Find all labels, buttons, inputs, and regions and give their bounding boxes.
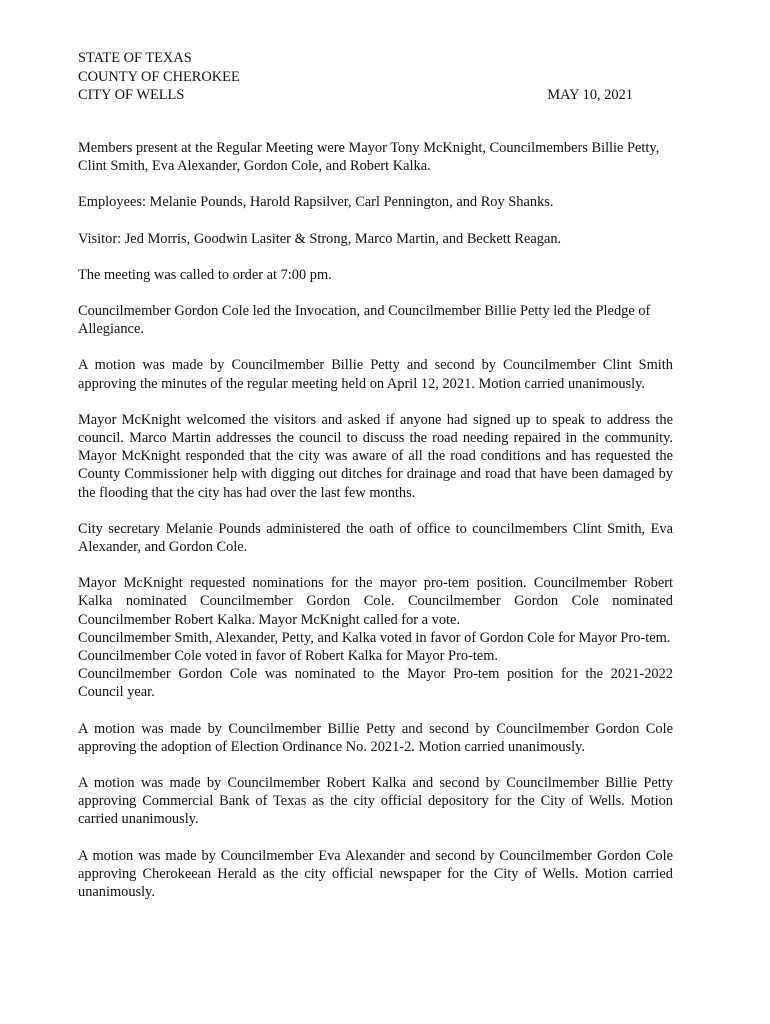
- invocation-paragraph: Councilmember Gordon Cole led the Invocation, and Councilmember Billie Petty led the Pledge of Allegiance.: [78, 303, 651, 338]
- visitors-welcome-paragraph: Mayor McKnight welcomed the visitors and asked if anyone had signed up to speak to address the council. Marco Martin addresses the council to discuss the road needing repaired in the community. Mayor McKnight responded that the city was aware of all the road conditions and has requested the County Commissioner help with digging out ditches for drainage and road that have been damaged by the flooding that the city has had over the last few months.: [78, 411, 673, 501]
- election-ordinance-paragraph: A motion was made by Councilmember Billie Petty and second by Councilmember Gordon Cole approving the adoption of Election Ordinance No. 2021-2. Motion carried unanimously.: [78, 720, 673, 755]
- county-line: COUNTY OF CHEROKEE: [78, 68, 240, 85]
- newspaper-paragraph: A motion was made by Councilmember Eva Alexander and second by Councilmember Gordon Cole approving Cherokeean Herald as the city official newspaper for the City of Wells. Motion carried unanimously.: [78, 847, 673, 901]
- minutes-motion-paragraph: A motion was made by Councilmember Billie Petty and second by Councilmember Clint Smith approving the minutes of the regular meeting held on April 12, 2021. Motion carried unanimously.: [78, 357, 673, 392]
- pro-tem-vote-cole: Councilmember Smith, Alexander, Petty, and Kalka voted in favor of Gordon Cole for Mayor Pro-tem.: [78, 629, 671, 646]
- meeting-date: MAY 10, 2021: [547, 87, 633, 103]
- minutes-body: [78, 139, 673, 919]
- employees-paragraph: Employees: Melanie Pounds, Harold Rapsilver, Carl Pennington, and Roy Shanks.: [78, 194, 554, 211]
- pro-tem-vote-kalka: Councilmember Cole voted in favor of Robert Kalka for Mayor Pro-tem.: [78, 648, 499, 665]
- document-header: [78, 49, 638, 105]
- state-line: STATE OF TEXAS: [78, 50, 192, 66]
- depository-paragraph: A motion was made by Councilmember Robert Kalka and second by Councilmember Billie Petty approving Commercial Bank of Texas as the city official depository for the City of Wells. Motion carried unanimously.: [78, 775, 673, 828]
- pro-tem-nominations: Mayor McKnight requested nominations for the mayor pro-tem position. Councilmember Robert Kalka nominated Councilmember Gordon Cole. Councilmember Gordon Cole nominated Councilmember Robert Kalka. Mayor McKnight called for a vote.: [78, 575, 673, 628]
- oath-paragraph: City secretary Melanie Pounds administered the oath of office to councilmembers Clint Smith, Eva Alexander, and Gordon Cole.: [78, 520, 673, 556]
- call-to-order-paragraph: The meeting was called to order at 7:00 pm.: [78, 266, 332, 283]
- city-line: CITY OF WELLS: [78, 87, 185, 103]
- members-paragraph: Members present at the Regular Meeting were Mayor Tony McKnight, Councilmembers Billie Petty, Clint Smith, Eva Alexander, Gordon Cole, and Robert Kalka.: [78, 140, 660, 175]
- visitor-paragraph: Visitor: Jed Morris, Goodwin Lasiter & Strong, Marco Martin, and Beckett Reagan.: [78, 230, 562, 247]
- pro-tem-paragraph: [78, 574, 673, 701]
- pro-tem-result: Councilmember Gordon Cole was nominated to the Mayor Pro-tem position for the 2021-2022 Council year.: [78, 666, 673, 701]
